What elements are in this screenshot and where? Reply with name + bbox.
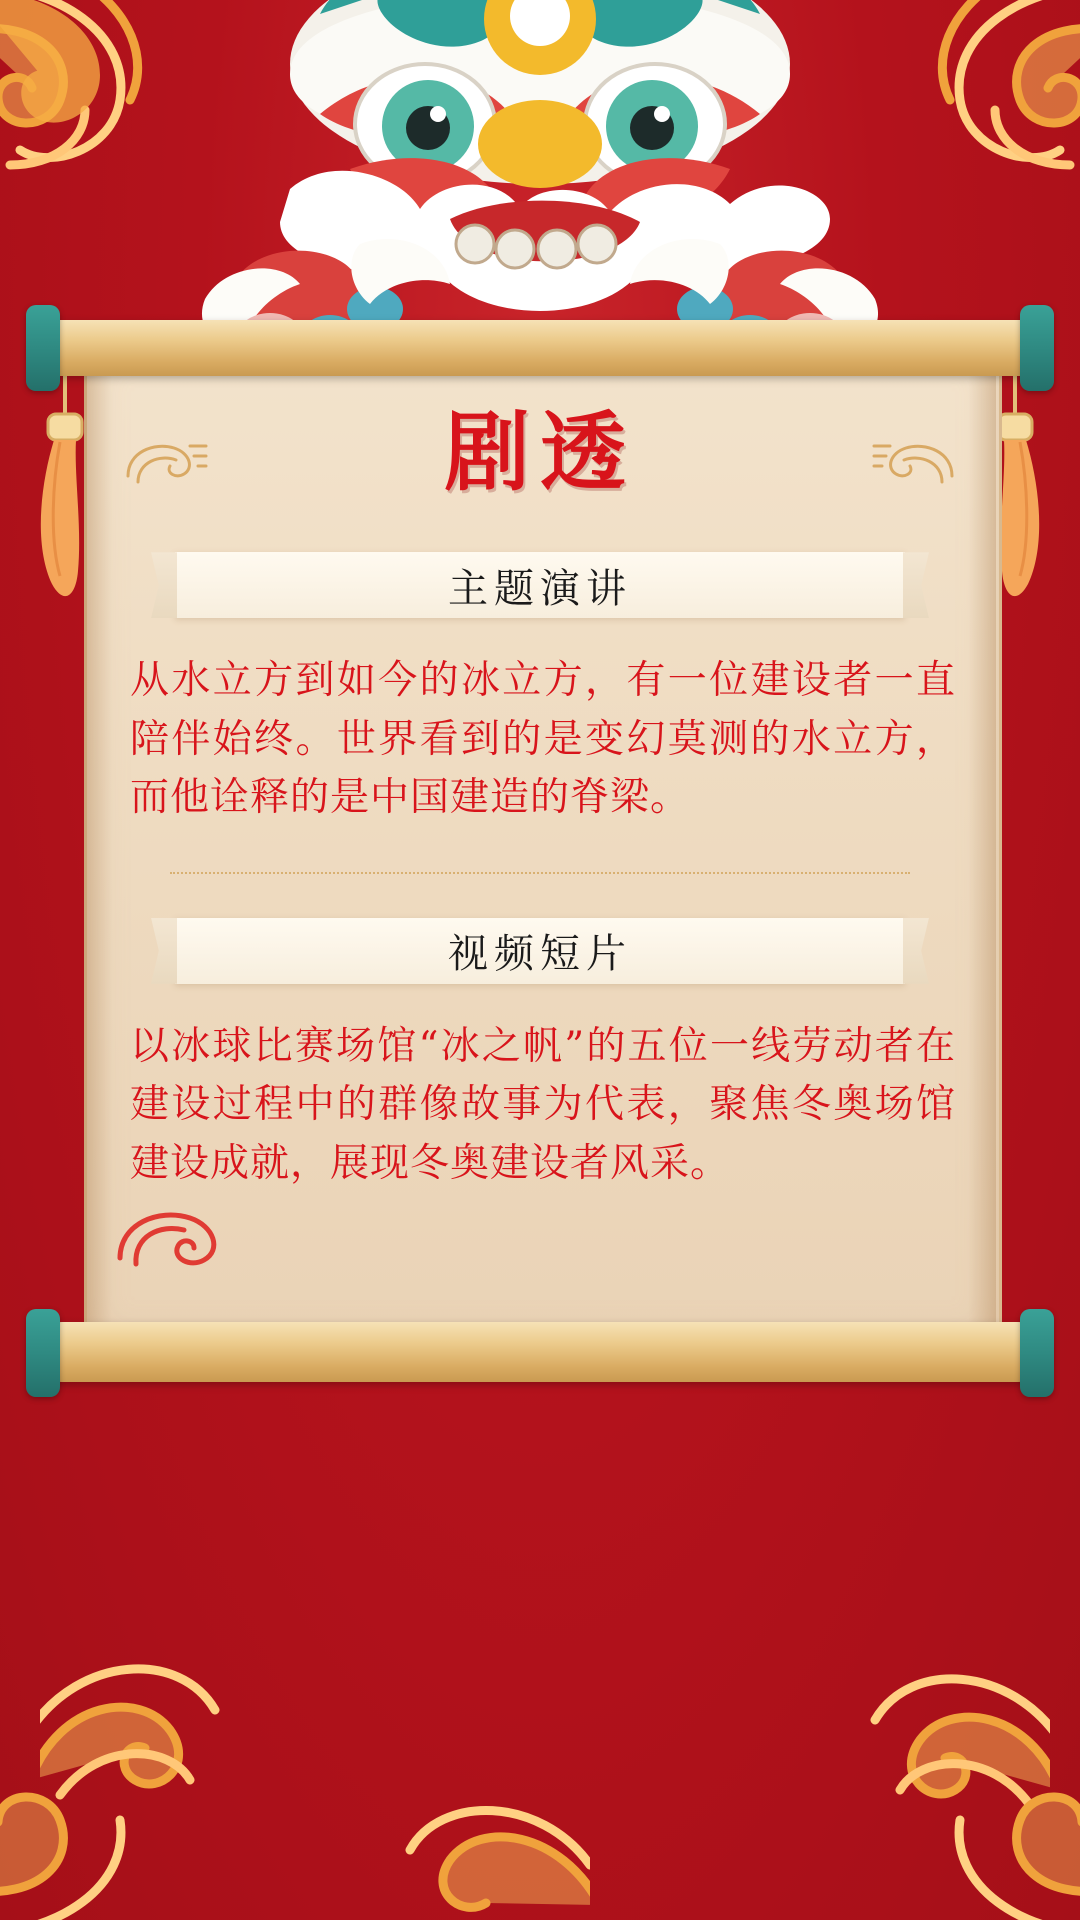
corner-cloud-top-left-icon xyxy=(0,0,280,290)
scroll-rod-top xyxy=(32,320,1048,376)
corner-cloud-bottom-right-icon xyxy=(790,1590,1050,1810)
section-body-2: 以冰球比赛场馆“冰之帆”的五位一线劳动者在建设过程中的群像故事为代表，聚焦冬奥场馆建设成就，展现冬奥建设者风采。 xyxy=(130,1023,956,1186)
section-heading-1: 主题演讲 xyxy=(448,565,632,612)
page-title: 剧透 xyxy=(444,402,636,503)
section-body-1: 从水立方到如今的冰立方，有一位建设者一直陪伴始终。世界看到的是变幻莫测的水立方，而他诠释的是中国建造的脊梁。 xyxy=(130,658,956,821)
corner-cloud-bottom-left-large-icon xyxy=(0,1630,280,1920)
cloud-motif-left-icon xyxy=(124,436,210,488)
scroll-rod-cap-top-left xyxy=(26,305,60,391)
section-heading-2: 视频短片 xyxy=(448,931,632,978)
scroll-content xyxy=(114,400,966,1193)
corner-cloud-bottom-center-icon xyxy=(330,1700,590,1920)
scroll-rod-cap-bottom-right xyxy=(1020,1309,1054,1397)
corner-cloud-bottom-left-icon xyxy=(40,1580,300,1800)
scroll-rod-cap-top-right xyxy=(1020,305,1054,391)
scroll-rod-bottom xyxy=(32,1322,1048,1382)
cloud-motif-right-icon xyxy=(870,436,956,488)
corner-cloud-top-right-icon xyxy=(800,0,1080,290)
paper-edge-right xyxy=(968,364,996,1324)
section-heading-banner-2 xyxy=(175,918,905,984)
bottom-cloud-motif-icon xyxy=(114,1202,234,1272)
scroll-panel xyxy=(22,300,1058,1390)
paper-edge-left xyxy=(84,364,112,1324)
section-heading-banner-1 xyxy=(175,552,905,618)
scroll-rod-cap-bottom-left xyxy=(26,1309,60,1397)
corner-cloud-bottom-right-large-icon xyxy=(800,1630,1080,1920)
section-divider xyxy=(170,872,910,874)
